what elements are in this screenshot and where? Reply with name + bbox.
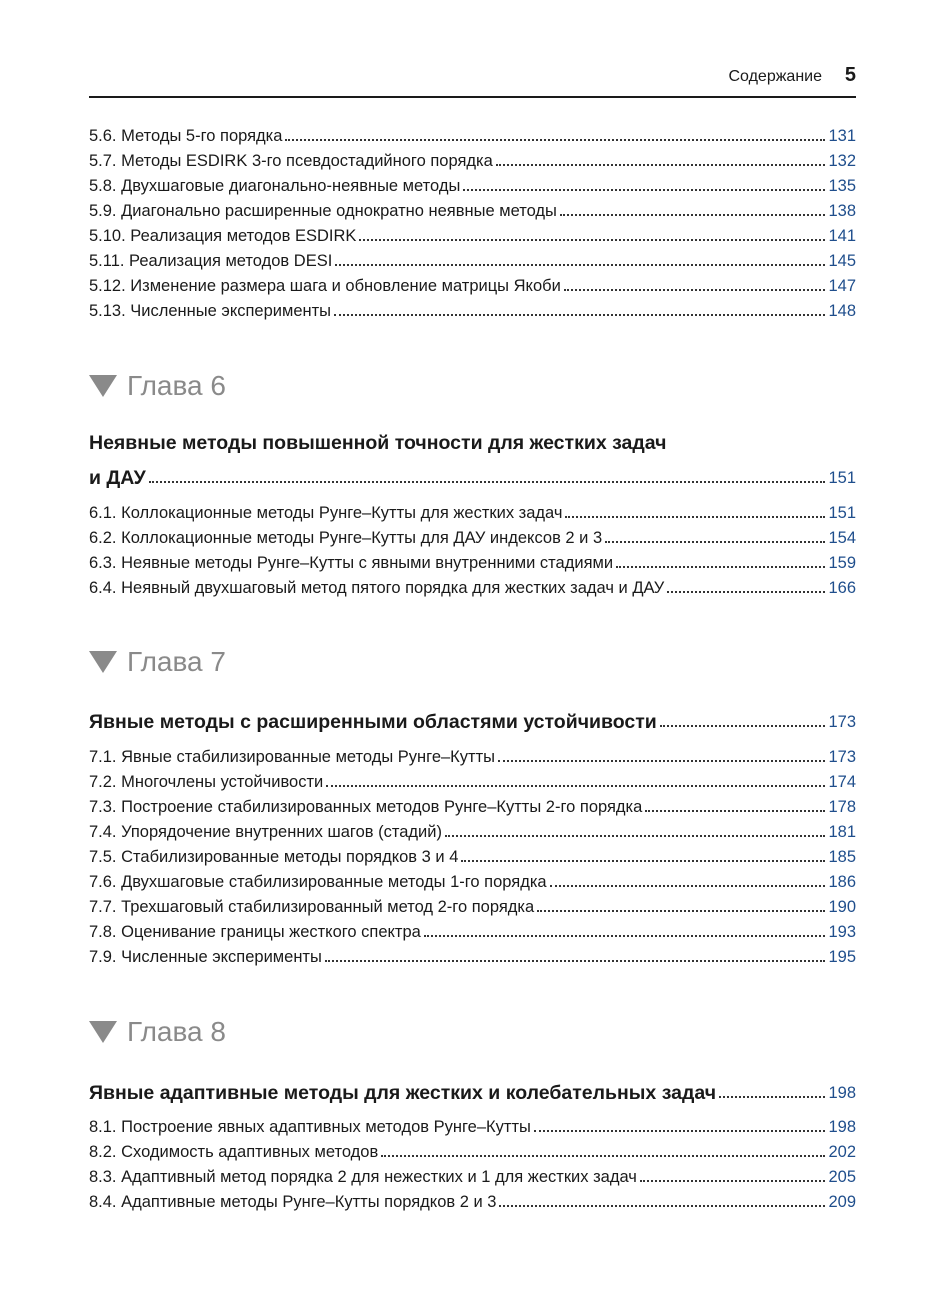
toc-entry[interactable]: [89, 1115, 856, 1137]
leader-dots: [359, 239, 825, 241]
toc-entry[interactable]: [89, 576, 856, 598]
toc-entry-label: 7.9. Численные эксперименты: [89, 948, 322, 966]
toc-entry-page: 148: [828, 302, 856, 320]
leader-dots: [326, 785, 825, 787]
toc-entry-page: 186: [828, 873, 856, 891]
toc-entry-page: 178: [828, 798, 856, 816]
toc-entry[interactable]: [89, 870, 856, 892]
toc-entry-label: 7.8. Оценивание границы жесткого спектра: [89, 923, 421, 941]
leader-dots: [498, 760, 825, 762]
toc-entry-label: Явные методы с расширенными областями устойчивости: [89, 711, 657, 733]
toc-entry-label: 5.13. Численные эксперименты: [89, 302, 332, 320]
toc-entry-label: 8.4. Адаптивные методы Рунге–Кутты порядков 2 и 3: [89, 1193, 497, 1211]
toc-entry-label: 6.3. Неявные методы Рунге–Кутты с явными внутренними стадиями: [89, 554, 614, 572]
toc-entry-page: 145: [828, 252, 856, 270]
toc-entry[interactable]: [89, 1140, 856, 1162]
leader-dots: [461, 860, 825, 862]
toc-entry-page: 138: [828, 202, 856, 220]
toc-entry-label: 5.12. Изменение размера шага и обновление матрицы Якоби: [89, 277, 561, 295]
chapter-heading-6: [89, 366, 226, 406]
toc-entry-label: 7.5. Стабилизированные методы порядков 3 и 4: [89, 848, 459, 866]
leader-dots: [719, 1096, 825, 1098]
toc-entry-page: 202: [828, 1143, 856, 1161]
chapter-heading-8: [89, 1012, 226, 1052]
toc-entry-page: 205: [828, 1168, 856, 1186]
toc-entry-label: 7.6. Двухшаговые стабилизированные методы 1-го порядка: [89, 873, 547, 891]
chapter-heading-label: Глава 8: [127, 1016, 226, 1047]
toc-entry[interactable]: [89, 174, 856, 196]
toc-entry-page: 141: [828, 227, 856, 245]
toc-entry[interactable]: [89, 551, 856, 573]
leader-dots: [645, 810, 825, 812]
leader-dots: [660, 725, 826, 727]
leader-dots: [149, 481, 826, 483]
toc-entry-label: Явные адаптивные методы для жестких и колебательных задач: [89, 1082, 717, 1104]
toc-entry-page: 135: [828, 177, 856, 195]
leader-dots: [616, 566, 825, 568]
chapter-title-entry[interactable]: [89, 1077, 856, 1103]
toc-entry-label: 5.8. Двухшаговые диагонально-неявные методы: [89, 177, 461, 195]
chapter-heading-label: Глава 6: [127, 370, 226, 401]
toc-entry-label: 8.1. Построение явных адаптивных методов Рунге–Кутты: [89, 1118, 531, 1136]
leader-dots: [534, 1130, 826, 1132]
chapter-heading-label: Глава 7: [127, 646, 226, 677]
toc-entry[interactable]: [89, 770, 856, 792]
chapter-heading-7: [89, 642, 226, 682]
toc-entry-page: 159: [828, 554, 856, 572]
triangle-down-icon: [89, 1021, 117, 1043]
toc-entry[interactable]: [89, 745, 856, 767]
toc-entry-page: 185: [828, 848, 856, 866]
toc-entry[interactable]: [89, 845, 856, 867]
toc-entry[interactable]: [89, 299, 856, 321]
leader-dots: [335, 264, 825, 266]
toc-entry-label: 6.1. Коллокационные методы Рунге–Кутты для жестких задач: [89, 504, 563, 522]
toc-entry-page: 198: [828, 1118, 856, 1136]
toc-entry[interactable]: [89, 820, 856, 842]
toc-entry-label: 5.7. Методы ESDIRK 3-го псевдостадийного порядка: [89, 152, 493, 170]
toc-entry-page: 131: [828, 127, 856, 145]
leader-dots: [537, 910, 825, 912]
triangle-down-icon: [89, 375, 117, 397]
toc-entry-page: 198: [828, 1084, 856, 1102]
toc-entry-page: 209: [828, 1193, 856, 1211]
leader-dots: [381, 1155, 825, 1157]
leader-dots: [445, 835, 826, 837]
toc-entry-label: 7.4. Упорядочение внутренних шагов (стадий): [89, 823, 442, 841]
toc-entry[interactable]: [89, 795, 856, 817]
toc-entry-page: 195: [828, 948, 856, 966]
toc-entry-page: 154: [828, 529, 856, 547]
toc-entry-label: 8.3. Адаптивный метод порядка 2 для нежестких и 1 для жестких задач: [89, 1168, 637, 1186]
toc-entry-page: 193: [828, 923, 856, 941]
toc-entry-label: 6.4. Неявный двухшаговый метод пятого порядка для жестких задач и ДАУ: [89, 579, 665, 597]
leader-dots: [424, 935, 826, 937]
toc-entry-label: 8.2. Сходимость адаптивных методов: [89, 1143, 379, 1161]
toc-entry-label: 7.1. Явные стабилизированные методы Рунге–Кутты: [89, 748, 496, 766]
leader-dots: [325, 960, 826, 962]
toc-entry[interactable]: [89, 920, 856, 942]
running-header: [89, 62, 856, 98]
toc-entry[interactable]: [89, 501, 856, 523]
toc-entry[interactable]: [89, 1165, 856, 1187]
toc-entry-label: 7.2. Многочлены устойчивости: [89, 773, 324, 791]
leader-dots: [463, 189, 825, 191]
leader-dots: [565, 516, 825, 518]
toc-entry-page: 190: [828, 898, 856, 916]
toc-entry-label: 6.2. Коллокационные методы Рунге–Кутты для ДАУ индексов 2 и 3: [89, 529, 603, 547]
leader-dots: [605, 541, 825, 543]
leader-dots: [640, 1180, 826, 1182]
toc-entry-label: 7.3. Построение стабилизированных методов Рунге–Кутты 2-го порядка: [89, 798, 643, 816]
toc-entry[interactable]: [89, 149, 856, 171]
running-header-title: Содержание: [728, 68, 822, 85]
leader-dots: [285, 139, 825, 141]
toc-entry[interactable]: [89, 224, 856, 246]
leader-dots: [334, 314, 825, 316]
toc-entry[interactable]: [89, 199, 856, 221]
leader-dots: [667, 591, 825, 593]
toc-entry-label: 5.9. Диагонально расширенные однократно неявные методы: [89, 202, 557, 220]
leader-dots: [560, 214, 826, 216]
toc-entry-page: 151: [828, 504, 856, 522]
toc-entry[interactable]: [89, 274, 856, 296]
page-number: 5: [844, 64, 856, 86]
toc-entry-page: 151: [828, 469, 856, 487]
toc-entry-label: и ДАУ: [89, 467, 146, 489]
toc-entry[interactable]: [89, 895, 856, 917]
toc-entry-page: 181: [828, 823, 856, 841]
leader-dots: [550, 885, 826, 887]
leader-dots: [564, 289, 826, 291]
toc-entry-page: 173: [828, 748, 856, 766]
toc-entry-page: 147: [828, 277, 856, 295]
toc-entry-label: 5.10. Реализация методов ESDIRK: [89, 227, 357, 245]
toc-entry-label: 5.6. Методы 5-го порядка: [89, 127, 283, 145]
toc-entry[interactable]: [89, 526, 856, 548]
chapter-title-entry[interactable]: [89, 706, 856, 732]
toc-entry-page: 166: [828, 579, 856, 597]
toc-entry[interactable]: [89, 945, 856, 967]
toc-entry-label: 7.7. Трехшаговый стабилизированный метод 2-го порядка: [89, 898, 535, 916]
chapter-title-line: Неявные методы повышенной точности для жестких задач: [89, 432, 667, 454]
chapter-title-entry[interactable]: [89, 462, 856, 488]
toc-entry-page: 173: [828, 713, 856, 731]
toc-entry[interactable]: [89, 1190, 856, 1212]
leader-dots: [499, 1205, 825, 1207]
triangle-down-icon: [89, 651, 117, 673]
toc-entry[interactable]: [89, 249, 856, 271]
toc-entry-page: 132: [828, 152, 856, 170]
leader-dots: [496, 164, 826, 166]
toc-entry[interactable]: [89, 124, 856, 146]
toc-entry-label: 5.11. Реализация методов DESI: [89, 252, 333, 270]
toc-entry-page: 174: [828, 773, 856, 791]
